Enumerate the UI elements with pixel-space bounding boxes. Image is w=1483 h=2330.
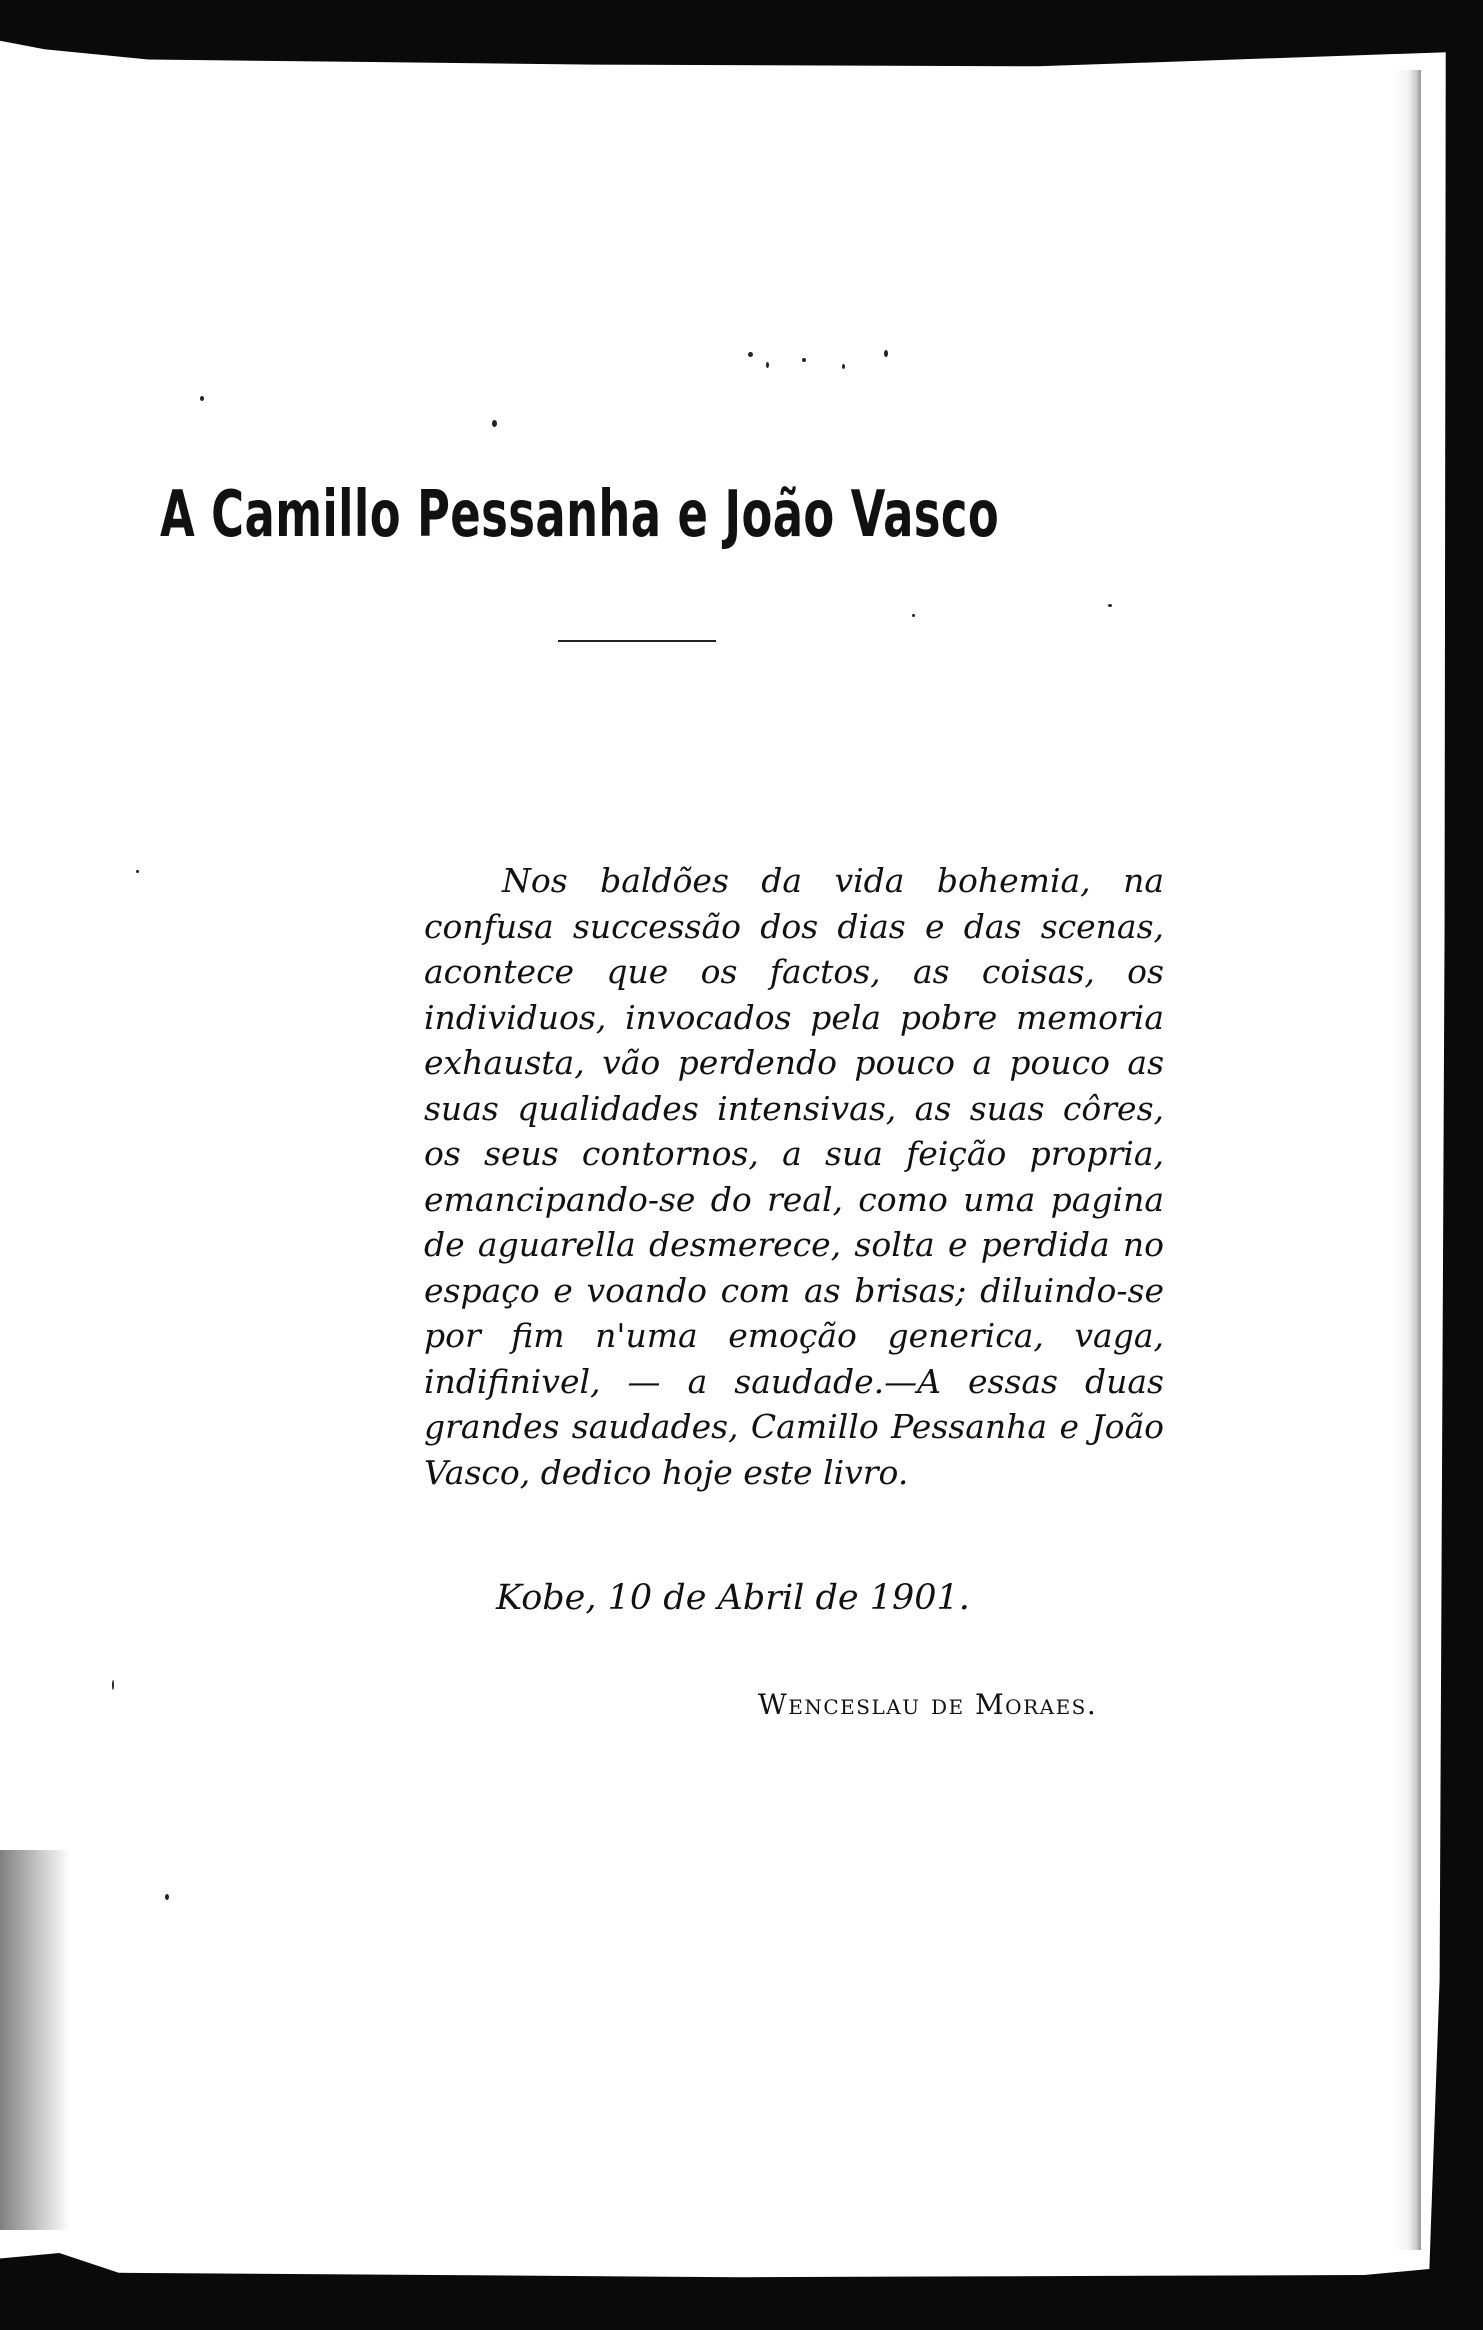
author-signature: Wenceslau de Moraes.: [758, 1688, 1098, 1721]
scan-border-top: [0, 0, 1483, 85]
scan-speck: [748, 352, 753, 357]
page-edge-shadow: [1393, 70, 1421, 2250]
dedication-text: Nos baldões da vida bohemia, na confusa successão dos dias e das scenas, acontece que os factos, as coisas, os individuos, invocados pela pobre memoria exhausta, vão perdendo pouco a pouco as suas qualidades intensivas, as suas côres, os seus contornos, a sua feição propria, emancipando-se do real, como uma pagina de aguarella desmerece, solta e perdida no espaço e voando com as brisas; diluindo-se por fim n'uma emoção generica, vaga, indifinivel, — a saudade.—A essas duas grandes saudades, Camillo Pessanha e João Vasco, dedico hoje este livro.: [424, 861, 1164, 1492]
scan-border-right: [1421, 0, 1483, 2330]
dedication-title: A Camillo Pessanha e João Vasco: [160, 478, 1000, 552]
title-divider: [558, 640, 716, 642]
scan-speck: [766, 362, 769, 368]
scan-speck: [200, 396, 204, 401]
scan-speck: [802, 358, 806, 362]
place-and-date: Kobe, 10 de Abril de 1901.: [496, 1578, 970, 1618]
scan-speck: [884, 350, 888, 357]
scan-border-bottom: [0, 2220, 1483, 2330]
scan-shadow-left: [0, 1850, 70, 2230]
scan-speck: [112, 1680, 114, 1690]
scan-speck: [136, 870, 139, 873]
scan-speck: [165, 1894, 169, 1900]
scan-speck: [1108, 604, 1112, 607]
scan-speck: [912, 614, 915, 617]
scan-speck: [492, 420, 497, 427]
scan-speck: [842, 364, 845, 369]
